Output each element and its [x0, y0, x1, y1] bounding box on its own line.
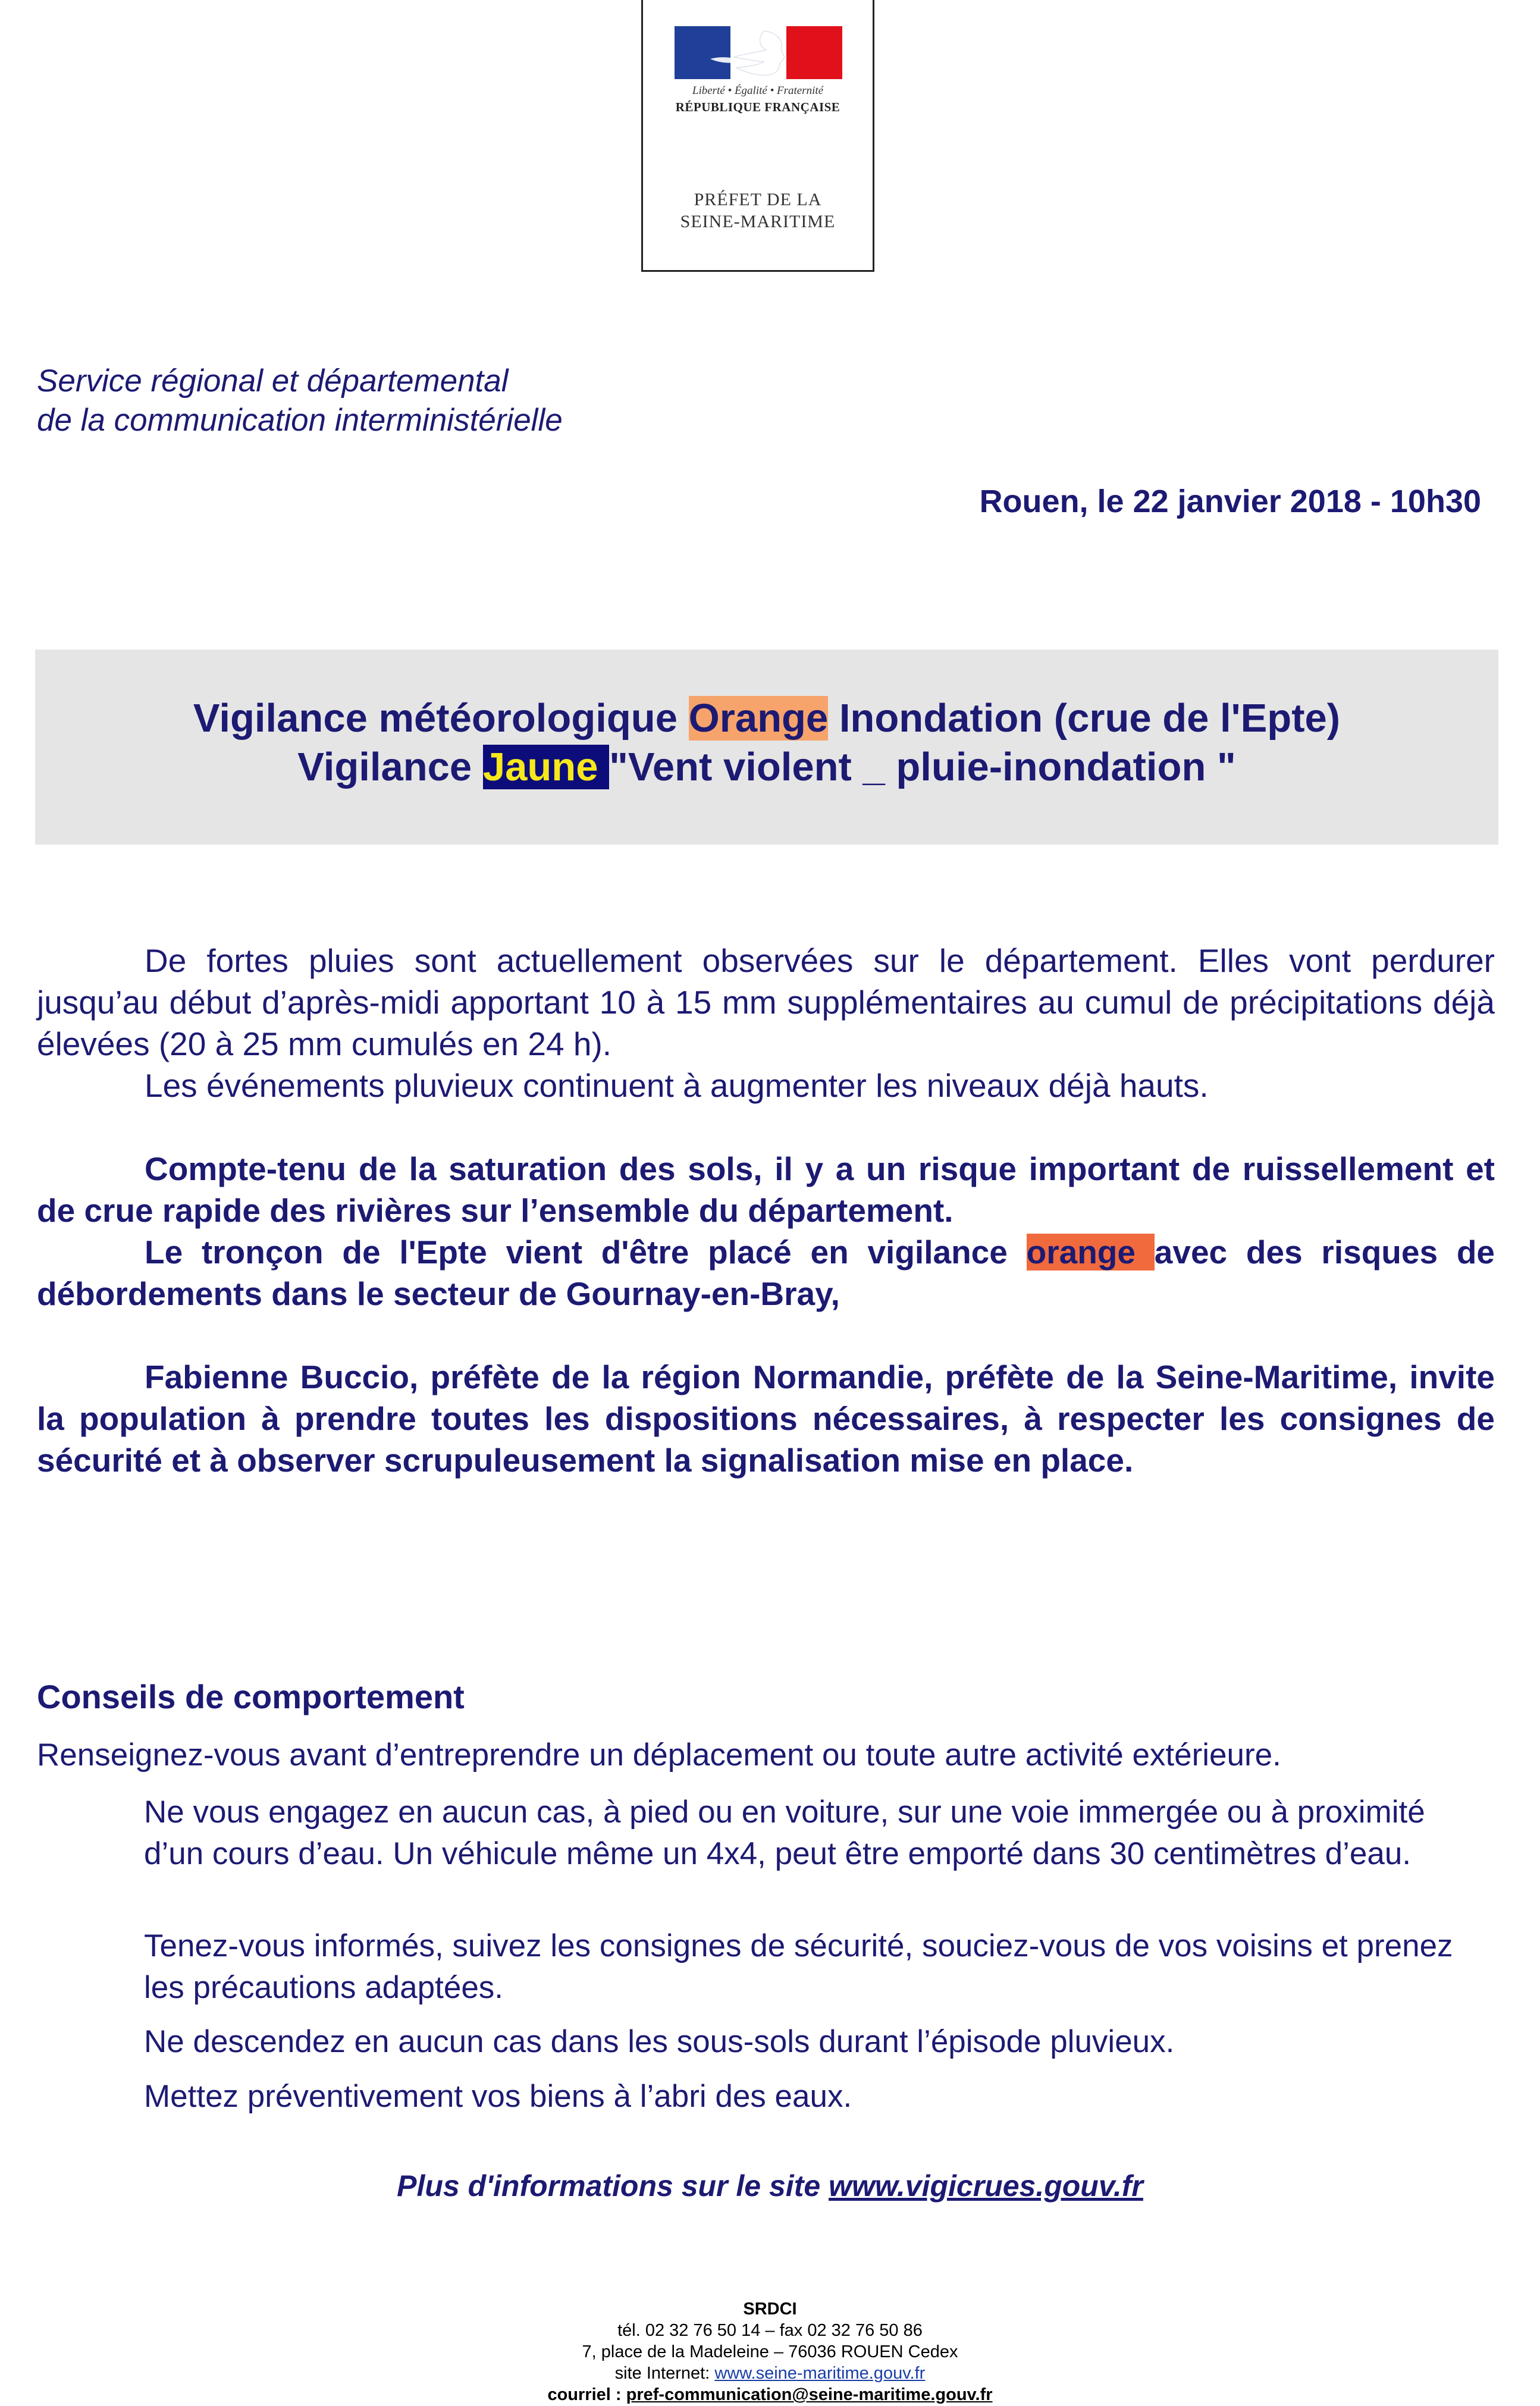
footer-site-link[interactable]: www.seine-maritime.gouv.fr: [714, 2364, 926, 2383]
footer-mail-link[interactable]: pref-communication@seine-maritime.gouv.fr: [626, 2385, 993, 2404]
marianne-flag-logo: [675, 26, 842, 79]
title-line-1-start: Vigilance météorologique: [193, 696, 689, 741]
prefecture-logo-block: [641, 0, 874, 272]
paragraph-epte: [37, 1231, 1495, 1315]
more-info-text: Plus d'informations sur le site: [397, 2169, 829, 2203]
paragraph-rain-text: De fortes pluies sont actuellement observées sur le département. Elles vont perdurer jusqu’au début d’après-midi apportant 10 à 15 mm supplémentaires au cumul de précipitations déjà élevées (20 à 25 mm cumulés en 24 h).: [37, 942, 1495, 1062]
footer-address: 7, place de la Madeleine – 76036 ROUEN Cedex: [582, 2342, 958, 2361]
paragraph-prefete: [37, 1356, 1495, 1481]
yellow-highlight: Jaune: [482, 745, 610, 789]
title-line-1-end: Inondation (crue de l'Epte): [828, 696, 1341, 741]
footer-phone: tél. 02 32 76 50 14 – fax 02 32 76 50 86: [617, 2321, 923, 2340]
republic-motto: Liberté • Égalité • Fraternité: [692, 84, 824, 97]
paragraph-epte-start: Le tronçon de l'Epte vient d'être placé en vigilance: [145, 1234, 1027, 1271]
service-label: [37, 362, 563, 440]
tip-item: Ne vous engagez en aucun cas, à pied ou en voiture, sur une voie immergée ou à proximité d’un cours d’eau. Un véhicule même un 4x4, peut être emporté dans 30 centimètres d’eau.: [144, 1795, 1425, 1871]
title-line-2-end: "Vent violent _ pluie-inondation ": [609, 745, 1236, 789]
paragraph-levels-text: Les événements pluvieux continuent à augmenter les niveaux déjà hauts.: [145, 1067, 1209, 1104]
footer-site-line: [0, 2363, 1540, 2384]
footer-mail-line: [0, 2384, 1540, 2405]
conseils-heading: Conseils de comportement: [37, 1678, 465, 1715]
footer-site-label: site Internet:: [614, 2364, 715, 2383]
footer-mail-label: courriel :: [547, 2385, 626, 2404]
orange-highlight: Orange: [688, 696, 829, 741]
tip-item: Mettez préventivement vos biens à l’abri des eaux.: [144, 2079, 852, 2114]
title-line-1: [35, 694, 1498, 743]
paragraph-prefete-text: Fabienne Buccio, préfète de la région Normandie, préfète de la Seine-Maritime, invite la population à prendre toutes les dispositions nécessaires, à respecter les consignes de sécurité et à observer scrupuleusement la signalisation mise en place.: [37, 1359, 1495, 1479]
title-box: [35, 650, 1498, 845]
service-line-2: de la communication interministérielle: [37, 403, 563, 438]
paragraph-risk: [37, 1148, 1495, 1231]
dateline: Rouen, le 22 janvier 2018 - 10h30: [979, 484, 1481, 519]
footer-org: SRDCI: [743, 2300, 797, 2319]
more-info-line: [0, 2169, 1540, 2203]
prefet-label: [643, 189, 873, 233]
prefet-line-2: SEINE-MARITIME: [680, 212, 836, 231]
service-line-1: Service régional et départemental: [37, 363, 509, 399]
press-release-title: [35, 694, 1498, 792]
paragraph-levels: [37, 1065, 1495, 1106]
title-line-2-start: Vigilance: [297, 745, 483, 789]
tip-item: Ne descendez en aucun cas dans les sous-sols durant l’épisode pluvieux.: [144, 2024, 1175, 2059]
footer-contact: [0, 2298, 1540, 2405]
paragraph-epte-end: avec des risques de débordements dans le secteur de Gournay-en-Bray,: [37, 1234, 1495, 1312]
tip-item: Tenez-vous informés, suivez les consignes de sécurité, souciez-vous de vos voisins et prenez les précautions adaptées.: [144, 1928, 1453, 2005]
prefet-line-1: PRÉFET DE LA: [694, 190, 822, 209]
paragraph-risk-text: Compte-tenu de la saturation des sols, il y a un risque important de ruissellement et de crue rapide des rivières sur l’ensemble du département.: [37, 1150, 1495, 1229]
paragraph-rain: [37, 940, 1495, 1065]
vigicrues-link[interactable]: www.vigicrues.gouv.fr: [829, 2169, 1143, 2203]
republic-name: RÉPUBLIQUE FRANÇAISE: [675, 100, 840, 114]
orange-vigilance-highlight: orange: [1026, 1234, 1155, 1271]
conseils-intro: Renseignez-vous avant d’entreprendre un déplacement ou toute autre activité extérieure.: [37, 1737, 1281, 1773]
title-line-2: [35, 743, 1498, 792]
